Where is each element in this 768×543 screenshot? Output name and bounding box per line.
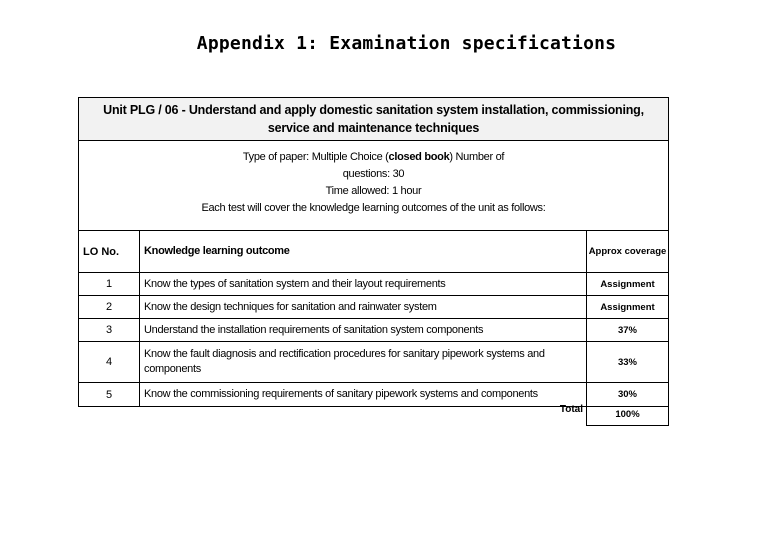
table-header-row <box>79 231 668 273</box>
exam-spec-table <box>78 97 669 407</box>
paper-type-line <box>79 149 668 166</box>
header-lo: LO No. <box>79 231 140 272</box>
paper-type-prefix: Type of paper: Multiple Choice ( <box>242 151 389 163</box>
row-coverage: 30% <box>617 389 637 400</box>
row-lo: 3 <box>79 319 140 341</box>
table-row <box>79 273 668 296</box>
header-outcome: Knowledge learning outcome <box>140 231 587 272</box>
paper-type-bold: closed book <box>388 151 450 163</box>
total-value: 100% <box>586 403 669 426</box>
paper-info <box>79 141 668 231</box>
coverage-note: Each test will cover the knowledge learning outcomes of the unit as follows: <box>201 202 546 214</box>
row-outcome: Know the design techniques for sanitation and rainwater system <box>140 296 587 318</box>
row-coverage: 33% <box>617 356 637 368</box>
unit-header: Unit PLG / 06 - Understand and apply domestic sanitation system installation, commissioning, service and maintenance techniques <box>79 98 668 141</box>
total-row <box>78 403 669 426</box>
table-row <box>79 296 668 319</box>
row-coverage: 37% <box>617 324 637 336</box>
row-coverage: Assignment <box>600 301 655 313</box>
table-row <box>79 319 668 342</box>
row-lo: 2 <box>79 296 140 318</box>
page-title: Appendix 1: Examination specifications <box>196 33 617 54</box>
row-outcome: Know the commissioning requirements of sanitary pipework systems and components <box>140 383 587 406</box>
row-lo: 1 <box>79 273 140 295</box>
row-lo: 4 <box>79 342 140 382</box>
questions-count: questions: 30 <box>342 168 405 180</box>
time-allowed: Time allowed: 1 hour <box>325 185 422 197</box>
row-outcome: Understand the installation requirements of sanitation system components <box>140 319 587 341</box>
row-outcome: Know the types of sanitation system and their layout requirements <box>140 273 587 295</box>
total-label: Total <box>559 404 583 415</box>
table-row <box>79 342 668 383</box>
row-coverage: Assignment <box>600 278 655 290</box>
paper-type-suffix: ) Number of <box>449 151 505 163</box>
row-lo: 5 <box>79 383 140 406</box>
row-outcome: Know the fault diagnosis and rectification procedures for sanitary pipework systems and components <box>140 342 587 382</box>
header-coverage: Approx coverage <box>588 246 667 257</box>
